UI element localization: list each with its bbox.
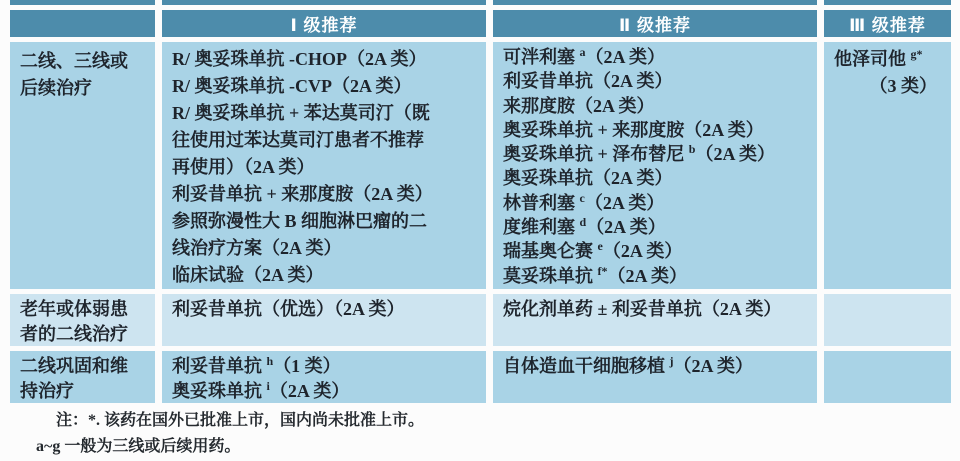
footnote-marker: e	[597, 239, 603, 254]
cell-row2-col1	[493, 351, 817, 403]
top-edge-bar	[10, 0, 155, 5]
footnote-marker: f*	[597, 263, 608, 278]
row-header-line: 老年或体弱患	[20, 299, 128, 319]
regimen-line: 利妥昔单抗 + 来那度胺（2A 类）	[172, 184, 433, 204]
regimen-line: 来那度胺（2A 类）	[503, 95, 655, 116]
footnote-marker: g*	[910, 47, 923, 61]
regimen-line: R/ 奥妥珠单抗 -CHOP（2A 类）	[172, 49, 427, 69]
regimen-line: 往使用过苯达莫司汀患者不推荐	[172, 130, 424, 150]
regimen-line: （3 类）	[869, 76, 937, 96]
regimen-line: R/ 奥妥珠单抗 + 苯达莫司汀（既	[172, 103, 430, 123]
top-edge-bar	[493, 0, 817, 5]
footnote-marker: i	[266, 379, 270, 393]
recommendation-table	[10, 0, 951, 403]
footnote-marker: h	[266, 354, 274, 368]
regimen-line: 瑞基奥仑赛 $^e$（2A 类）	[503, 239, 683, 262]
top-edge-bar	[824, 0, 951, 5]
regimen-line: 临床试验（2A 类）	[172, 265, 324, 285]
header-level-3: Ⅲ 级推荐	[824, 10, 951, 37]
row-header-line: 后续治疗	[20, 78, 92, 98]
row-header-line: 二线巩固和维	[20, 356, 128, 376]
footnote-asterisk: 注：*. 该药在国外已批准上市，国内尚未批准上市。	[56, 412, 425, 429]
cell-row0-col2	[824, 42, 951, 289]
row-header-0	[10, 42, 155, 289]
regimen-line: 烷化剂单药 ± 利妥昔单抗（2A 类）	[503, 299, 782, 319]
row-header-2	[10, 351, 155, 403]
footnote-marker: d	[579, 215, 587, 230]
footnote-a-to-g: a~g 一般为三线或后续用药。	[36, 438, 241, 455]
footnote-marker: a	[579, 45, 586, 59]
top-edge-bar	[162, 0, 486, 5]
row-header-line: 者的二线治疗	[20, 324, 128, 344]
regimen-line: 利妥昔单抗（2A 类）	[503, 71, 673, 92]
cell-row0-col1	[493, 42, 817, 289]
cell-row2-col0	[162, 351, 486, 403]
regimen-line: 林普利塞 $^c$（2A 类）	[503, 190, 665, 213]
row-header-1	[10, 294, 155, 346]
regimen-line: 奥妥珠单抗 $^i$（2A 类）	[172, 379, 350, 401]
regimen-line: 再使用）（2A 类）	[172, 157, 315, 177]
cell-row1-col0	[162, 294, 486, 346]
regimen-line: 可泮利塞 $^a$（2A 类）	[503, 45, 666, 67]
regimen-line: 他泽司他 $^{g*}$	[834, 47, 923, 69]
footnotes	[0, 408, 960, 460]
cell-row1-col2	[824, 294, 951, 346]
regimen-line: 线治疗方案（2A 类）	[172, 238, 342, 258]
cell-row0-col0	[162, 42, 486, 289]
regimen-line: 奥妥珠单抗 + 泽布替尼 $^b$（2A 类）	[503, 142, 775, 165]
regimen-line: R/ 奥妥珠单抗 -CVP（2A 类）	[172, 76, 412, 96]
regimen-line: 利妥昔单抗 $^h$（1 类）	[172, 354, 341, 376]
regimen-line: 度维利塞 $^d$（2A 类）	[503, 215, 666, 238]
regimen-line: 参照弥漫性大 B 细胞淋巴瘤的二	[172, 211, 428, 231]
header-corner-cell	[10, 10, 155, 37]
cell-row2-col2	[824, 351, 951, 403]
cell-row1-col1	[493, 294, 817, 346]
regimen-line: 自体造血干细胞移植 $^j$（2A 类）	[503, 354, 754, 376]
footnote-marker: c	[579, 190, 585, 205]
row-header-line: 二线、三线或	[20, 51, 128, 71]
regimen-line: 奥妥珠单抗 + 来那度胺（2A 类）	[503, 119, 764, 140]
regimen-line: 利妥昔单抗（优选）（2A 类）	[172, 299, 405, 319]
footnote-marker: b	[688, 142, 696, 157]
header-level-2: Ⅱ 级推荐	[493, 10, 817, 37]
regimen-line: 奥妥珠单抗（2A 类）	[503, 168, 673, 189]
row-header-line: 持治疗	[20, 381, 74, 401]
regimen-line: 莫妥珠单抗 $^{f*}$（2A 类）	[503, 263, 688, 286]
footnote-marker: j	[669, 354, 674, 368]
header-level-1: Ⅰ 级推荐	[162, 10, 486, 37]
